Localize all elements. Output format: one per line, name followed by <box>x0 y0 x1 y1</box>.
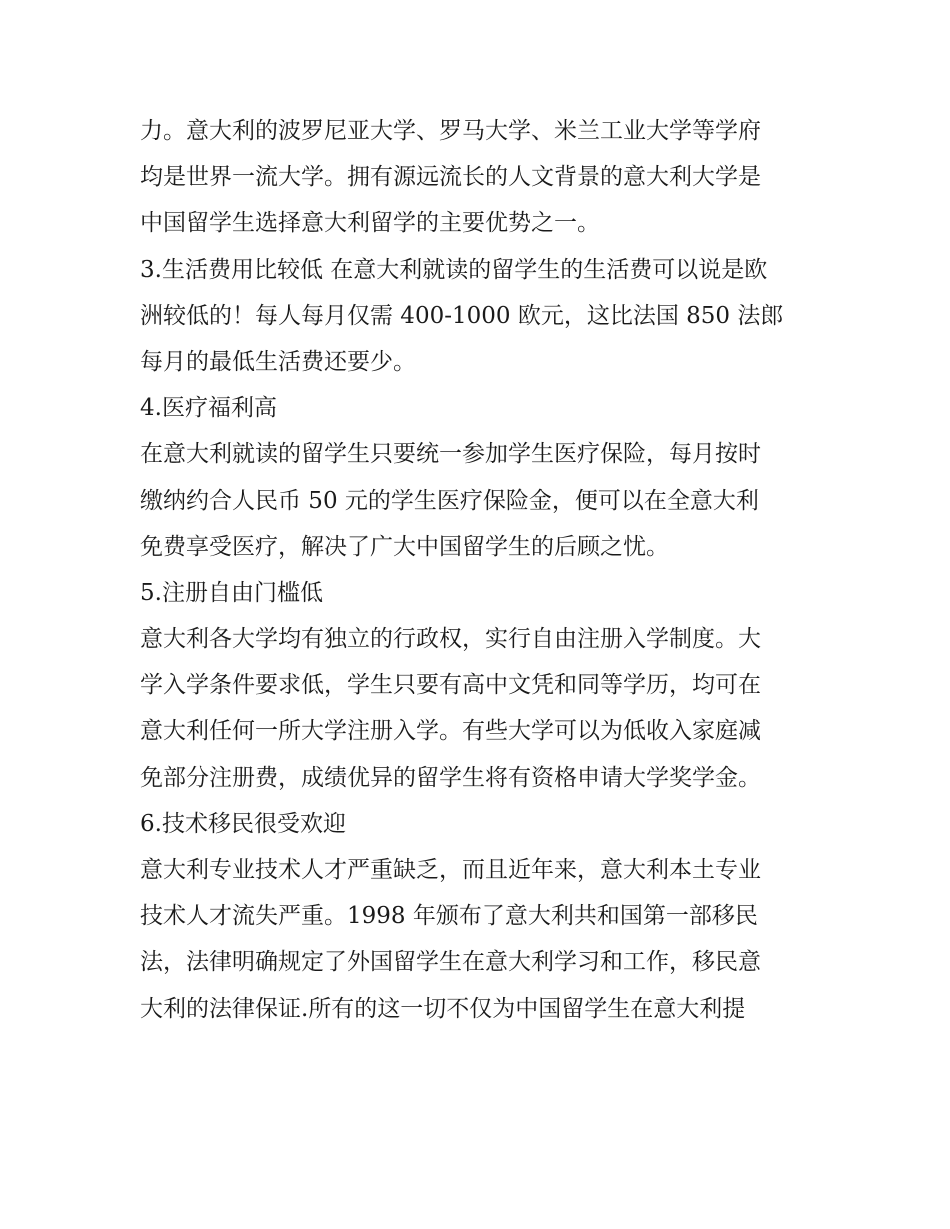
text-line: 在意大利就读的留学生只要统一参加学生医疗保险，每月按时 <box>140 441 761 468</box>
text-line: 意大利任何一所大学注册入学。有些大学可以为低收入家庭减 <box>140 718 761 745</box>
text-line: 免费享受医疗，解决了广大中国留学生的后顾之忧。 <box>140 533 669 560</box>
section-heading-5: 5.注册自由门槛低 <box>140 579 323 606</box>
text-line: 免部分注册费，成绩优异的留学生将有资格申请大学奖学金。 <box>140 764 761 791</box>
text-line: 缴纳约合人民币 50 元的学生医疗保险金，便可以在全意大利 <box>140 487 759 514</box>
text-line: 洲较低的！每人每月仅需 400-1000 欧元，这比法国 850 法郎 <box>140 302 784 329</box>
text-line: 学入学条件要求低，学生只要有高中文凭和同等学历，均可在 <box>140 672 761 699</box>
section-heading-6: 6.技术移民很受欢迎 <box>140 810 346 837</box>
section-heading-3: 3.生活费用比较低 在意大利就读的留学生的生活费可以说是欧 <box>140 256 768 283</box>
section-heading-4: 4.医疗福利高 <box>140 395 277 422</box>
text-line: 中国留学生选择意大利留学的主要优势之一。 <box>140 210 600 237</box>
text-line: 每月的最低生活费还要少。 <box>140 348 416 375</box>
text-line: 技术人才流失严重。1998 年颁布了意大利共和国第一部移民 <box>140 903 758 930</box>
text-line: 意大利各大学均有独立的行政权，实行自由注册入学制度。大 <box>140 626 761 653</box>
text-line: 大利的法律保证.所有的这一切不仅为中国留学生在意大利提 <box>140 995 746 1022</box>
text-line: 法，法律明确规定了外国留学生在意大利学习和工作，移民意 <box>140 949 761 976</box>
text-line: 意大利专业技术人才严重缺乏，而且近年来，意大利本土专业 <box>140 857 761 883</box>
text-line: 力。意大利的波罗尼亚大学、罗马大学、米兰工业大学等学府 <box>140 118 761 144</box>
document-body <box>140 108 820 1032</box>
text-line: 均是世界一流大学。拥有源远流长的人文背景的意大利大学是 <box>140 164 761 191</box>
